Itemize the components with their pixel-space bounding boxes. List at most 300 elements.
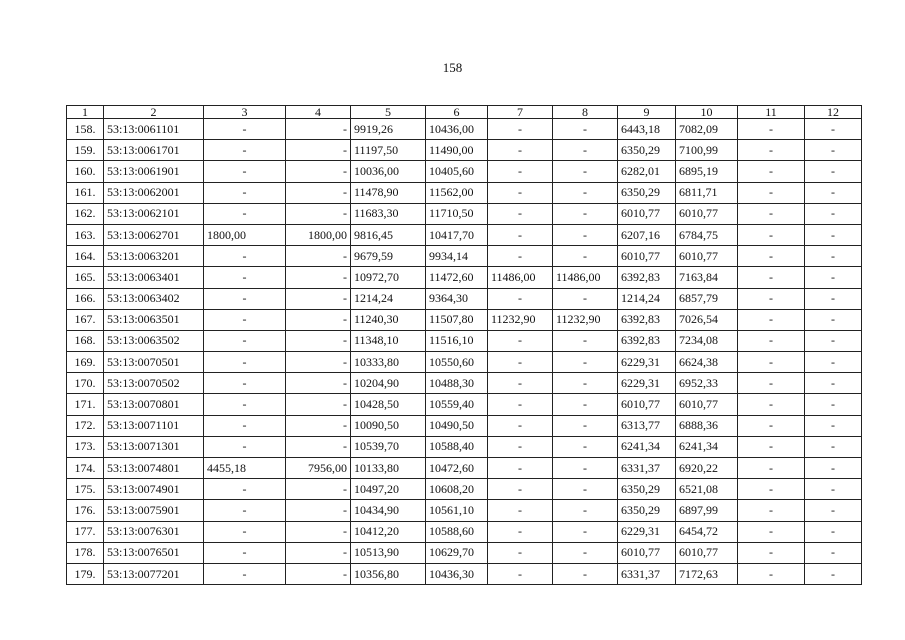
value-cell: - [553, 458, 618, 479]
value-cell: 10333,80 [351, 352, 426, 373]
value-cell: 7172,63 [676, 563, 738, 584]
value-cell: 1214,24 [351, 288, 426, 309]
value-cell: 6229,31 [618, 352, 676, 373]
value-cell: - [553, 224, 618, 245]
cadastral-number-cell: 53:13:0070502 [104, 373, 204, 394]
cadastral-number-cell: 53:13:0063502 [104, 330, 204, 351]
value-cell: - [738, 436, 805, 457]
row-number-cell: 176. [67, 500, 104, 521]
value-cell: 7082,09 [676, 119, 738, 140]
value-cell: 6624,38 [676, 352, 738, 373]
value-cell: - [805, 246, 862, 267]
value-cell: - [286, 563, 351, 584]
value-cell: 10090,50 [351, 415, 426, 436]
row-number-cell: 177. [67, 521, 104, 542]
value-cell: - [805, 479, 862, 500]
table-row [67, 352, 862, 373]
cadastral-number-cell: 53:13:0063201 [104, 246, 204, 267]
value-cell: 9364,30 [426, 288, 488, 309]
value-cell: 11472,60 [426, 267, 488, 288]
value-cell: 1800,00 [286, 224, 351, 245]
value-cell: 11507,80 [426, 309, 488, 330]
value-cell: - [286, 267, 351, 288]
value-cell: 6350,29 [618, 500, 676, 521]
value-cell: - [488, 288, 553, 309]
value-cell: - [553, 246, 618, 267]
value-cell: - [738, 521, 805, 542]
value-cell: 9679,59 [351, 246, 426, 267]
cadastral-number-cell: 53:13:0062101 [104, 203, 204, 224]
value-cell: 6350,29 [618, 479, 676, 500]
row-number-cell: 169. [67, 352, 104, 373]
value-cell: - [286, 182, 351, 203]
value-cell: 11232,90 [553, 309, 618, 330]
value-cell: - [805, 436, 862, 457]
table-row [67, 203, 862, 224]
cadastral-number-cell: 53:13:0077201 [104, 563, 204, 584]
value-cell: 10588,60 [426, 521, 488, 542]
value-cell: - [805, 182, 862, 203]
value-cell: - [805, 458, 862, 479]
value-cell: - [286, 203, 351, 224]
value-cell: 11478,90 [351, 182, 426, 203]
value-cell: - [553, 436, 618, 457]
value-cell: - [488, 161, 553, 182]
value-cell: - [805, 373, 862, 394]
value-cell: - [553, 119, 618, 140]
value-cell: - [204, 119, 286, 140]
value-cell: - [204, 161, 286, 182]
value-cell: - [553, 563, 618, 584]
value-cell: 11516,10 [426, 330, 488, 351]
value-cell: 6331,37 [618, 458, 676, 479]
value-cell: 10405,60 [426, 161, 488, 182]
value-cell: - [553, 352, 618, 373]
value-cell: - [805, 542, 862, 563]
value-cell: - [738, 500, 805, 521]
value-cell: 11562,00 [426, 182, 488, 203]
value-cell: 6010,77 [676, 203, 738, 224]
cadastral-number-cell: 53:13:0074901 [104, 479, 204, 500]
value-cell: 6010,77 [618, 542, 676, 563]
value-cell: 6010,77 [618, 246, 676, 267]
value-cell: 10436,00 [426, 119, 488, 140]
value-cell: - [738, 330, 805, 351]
value-cell: - [553, 479, 618, 500]
value-cell: 6010,77 [676, 542, 738, 563]
table-row [67, 458, 862, 479]
row-number-cell: 174. [67, 458, 104, 479]
value-cell: - [738, 415, 805, 436]
value-cell: 7234,08 [676, 330, 738, 351]
cadastral-number-cell: 53:13:0062001 [104, 182, 204, 203]
column-header-7: 7 [488, 106, 553, 119]
value-cell: 9934,14 [426, 246, 488, 267]
value-cell: 7100,99 [676, 140, 738, 161]
value-cell: 6241,34 [676, 436, 738, 457]
column-header-3: 3 [204, 106, 286, 119]
table-row [67, 394, 862, 415]
value-cell: - [738, 373, 805, 394]
header-row [67, 106, 862, 119]
value-cell: - [204, 140, 286, 161]
value-cell: - [805, 352, 862, 373]
value-cell: 10497,20 [351, 479, 426, 500]
row-number-cell: 179. [67, 563, 104, 584]
cadastral-number-cell: 53:13:0076301 [104, 521, 204, 542]
value-cell: - [286, 373, 351, 394]
value-cell: 6920,22 [676, 458, 738, 479]
value-cell: - [738, 140, 805, 161]
row-number-cell: 175. [67, 479, 104, 500]
value-cell: 11486,00 [488, 267, 553, 288]
value-cell: - [805, 330, 862, 351]
value-cell: - [553, 182, 618, 203]
value-cell: 6331,37 [618, 563, 676, 584]
value-cell: 10629,70 [426, 542, 488, 563]
value-cell: 9919,26 [351, 119, 426, 140]
value-cell: - [738, 267, 805, 288]
value-cell: 10204,90 [351, 373, 426, 394]
column-header-12: 12 [805, 106, 862, 119]
value-cell: 10550,60 [426, 352, 488, 373]
value-cell: - [805, 521, 862, 542]
value-cell: 6392,83 [618, 330, 676, 351]
value-cell: 10428,50 [351, 394, 426, 415]
value-cell: - [488, 203, 553, 224]
column-header-8: 8 [553, 106, 618, 119]
column-header-11: 11 [738, 106, 805, 119]
value-cell: - [204, 542, 286, 563]
value-cell: - [553, 140, 618, 161]
value-cell: 10561,10 [426, 500, 488, 521]
value-cell: - [488, 458, 553, 479]
value-cell: - [286, 542, 351, 563]
value-cell: 6784,75 [676, 224, 738, 245]
cadastral-number-cell: 53:13:0076501 [104, 542, 204, 563]
value-cell: - [553, 161, 618, 182]
value-cell: - [286, 352, 351, 373]
value-cell: 10513,90 [351, 542, 426, 563]
row-number-cell: 161. [67, 182, 104, 203]
column-header-5: 5 [351, 106, 426, 119]
cadastral-number-cell: 53:13:0062701 [104, 224, 204, 245]
value-cell: - [488, 500, 553, 521]
value-cell: - [738, 309, 805, 330]
value-cell: - [805, 309, 862, 330]
value-cell: 11683,30 [351, 203, 426, 224]
value-cell: - [805, 267, 862, 288]
value-cell: 9816,45 [351, 224, 426, 245]
row-number-cell: 166. [67, 288, 104, 309]
value-cell: - [204, 479, 286, 500]
cadastral-number-cell: 53:13:0061701 [104, 140, 204, 161]
value-cell: 6282,01 [618, 161, 676, 182]
value-cell: 11490,00 [426, 140, 488, 161]
value-cell: 6888,36 [676, 415, 738, 436]
value-cell: - [204, 521, 286, 542]
value-cell: 7163,84 [676, 267, 738, 288]
value-cell: - [204, 309, 286, 330]
row-number-cell: 160. [67, 161, 104, 182]
value-cell: - [738, 203, 805, 224]
column-header-10: 10 [676, 106, 738, 119]
cadastral-number-cell: 53:13:0063402 [104, 288, 204, 309]
value-cell: - [204, 288, 286, 309]
value-cell: - [286, 161, 351, 182]
value-cell: - [204, 267, 286, 288]
value-cell: - [204, 203, 286, 224]
value-cell: - [286, 119, 351, 140]
page-number: 158 [442, 60, 463, 75]
value-cell: 10412,20 [351, 521, 426, 542]
value-cell: 6010,77 [676, 246, 738, 267]
value-cell: 1800,00 [204, 224, 286, 245]
value-cell: - [488, 373, 553, 394]
value-cell: - [488, 182, 553, 203]
value-cell: - [488, 563, 553, 584]
value-cell: 10972,70 [351, 267, 426, 288]
value-cell: 6010,77 [618, 203, 676, 224]
table-row [67, 246, 862, 267]
value-cell: - [553, 542, 618, 563]
value-cell: 6897,99 [676, 500, 738, 521]
value-cell: - [488, 542, 553, 563]
value-cell: 6857,79 [676, 288, 738, 309]
value-cell: - [286, 140, 351, 161]
value-cell: 10436,30 [426, 563, 488, 584]
table-row [67, 500, 862, 521]
value-cell: 6521,08 [676, 479, 738, 500]
value-cell: - [488, 352, 553, 373]
value-cell: - [286, 309, 351, 330]
value-cell: - [553, 415, 618, 436]
value-cell: - [805, 119, 862, 140]
table-row [67, 309, 862, 330]
value-cell: 6392,83 [618, 309, 676, 330]
value-cell: - [738, 394, 805, 415]
value-cell: - [553, 394, 618, 415]
row-number-cell: 159. [67, 140, 104, 161]
value-cell: - [286, 288, 351, 309]
value-cell: 6443,18 [618, 119, 676, 140]
value-cell: - [286, 436, 351, 457]
value-cell: 6229,31 [618, 373, 676, 394]
value-cell: - [488, 415, 553, 436]
value-cell: - [204, 500, 286, 521]
column-header-4: 4 [286, 106, 351, 119]
column-header-6: 6 [426, 106, 488, 119]
cadastral-number-cell: 53:13:0061101 [104, 119, 204, 140]
value-cell: - [286, 394, 351, 415]
value-cell: 11348,10 [351, 330, 426, 351]
row-number-cell: 172. [67, 415, 104, 436]
table-row [67, 161, 862, 182]
table-row [67, 479, 862, 500]
value-cell: - [204, 373, 286, 394]
value-cell: 10608,20 [426, 479, 488, 500]
value-cell: - [738, 246, 805, 267]
value-cell: - [204, 563, 286, 584]
cadastral-number-cell: 53:13:0074801 [104, 458, 204, 479]
value-cell: 6952,33 [676, 373, 738, 394]
value-cell: 4455,18 [204, 458, 286, 479]
value-cell: - [553, 373, 618, 394]
table-row [67, 119, 862, 140]
cadastral-number-cell: 53:13:0061901 [104, 161, 204, 182]
value-cell: 10133,80 [351, 458, 426, 479]
value-cell: - [488, 140, 553, 161]
table-row [67, 521, 862, 542]
row-number-cell: 170. [67, 373, 104, 394]
value-cell: - [286, 521, 351, 542]
value-cell: 10472,60 [426, 458, 488, 479]
row-number-cell: 158. [67, 119, 104, 140]
table-row [67, 182, 862, 203]
table-row [67, 415, 862, 436]
row-number-cell: 178. [67, 542, 104, 563]
value-cell: 11197,50 [351, 140, 426, 161]
value-cell: - [488, 394, 553, 415]
row-number-cell: 162. [67, 203, 104, 224]
value-cell: 11710,50 [426, 203, 488, 224]
value-cell: 6350,29 [618, 182, 676, 203]
value-cell: - [738, 224, 805, 245]
value-cell: - [553, 500, 618, 521]
value-cell: - [738, 288, 805, 309]
cadastral-number-cell: 53:13:0071301 [104, 436, 204, 457]
value-cell: - [805, 203, 862, 224]
value-cell: - [488, 224, 553, 245]
column-header-9: 9 [618, 106, 676, 119]
value-cell: - [488, 521, 553, 542]
row-number-cell: 171. [67, 394, 104, 415]
value-cell: 11232,90 [488, 309, 553, 330]
table-row [67, 288, 862, 309]
value-cell: - [204, 394, 286, 415]
row-number-cell: 168. [67, 330, 104, 351]
value-cell: - [204, 330, 286, 351]
value-cell: - [553, 330, 618, 351]
table-row [67, 224, 862, 245]
row-number-cell: 165. [67, 267, 104, 288]
value-cell: - [488, 479, 553, 500]
table-row [67, 330, 862, 351]
value-cell: 10588,40 [426, 436, 488, 457]
value-cell: 7026,54 [676, 309, 738, 330]
value-cell: 11486,00 [553, 267, 618, 288]
column-header-2: 2 [104, 106, 204, 119]
value-cell: - [805, 224, 862, 245]
value-cell: - [553, 521, 618, 542]
table-row [67, 436, 862, 457]
value-cell: - [286, 415, 351, 436]
value-cell: 11240,30 [351, 309, 426, 330]
value-cell: 10417,70 [426, 224, 488, 245]
value-cell: - [805, 563, 862, 584]
value-cell: 10559,40 [426, 394, 488, 415]
value-cell: - [805, 500, 862, 521]
value-cell: - [204, 352, 286, 373]
value-cell: - [738, 458, 805, 479]
value-cell: 6010,77 [618, 394, 676, 415]
value-cell: 6895,19 [676, 161, 738, 182]
value-cell: - [204, 246, 286, 267]
value-cell: 6207,16 [618, 224, 676, 245]
value-cell: - [805, 140, 862, 161]
table-row [67, 140, 862, 161]
value-cell: 10356,80 [351, 563, 426, 584]
value-cell: 6010,77 [676, 394, 738, 415]
value-cell: - [738, 161, 805, 182]
cadastral-number-cell: 53:13:0070801 [104, 394, 204, 415]
value-cell: - [805, 288, 862, 309]
value-cell: - [805, 415, 862, 436]
value-cell: - [488, 330, 553, 351]
table-row [67, 267, 862, 288]
value-cell: - [738, 563, 805, 584]
row-number-cell: 167. [67, 309, 104, 330]
value-cell: - [286, 500, 351, 521]
value-cell: - [738, 542, 805, 563]
value-cell: - [488, 119, 553, 140]
cadastral-number-cell: 53:13:0070501 [104, 352, 204, 373]
value-cell: - [738, 182, 805, 203]
cadastral-number-cell: 53:13:0071101 [104, 415, 204, 436]
value-cell: 6392,83 [618, 267, 676, 288]
table-row [67, 373, 862, 394]
value-cell: 10539,70 [351, 436, 426, 457]
value-cell: - [738, 479, 805, 500]
row-number-cell: 164. [67, 246, 104, 267]
value-cell: - [488, 246, 553, 267]
value-cell: 10434,90 [351, 500, 426, 521]
cadastral-number-cell: 53:13:0075901 [104, 500, 204, 521]
value-cell: 10490,50 [426, 415, 488, 436]
data-table [66, 105, 862, 585]
value-cell: - [738, 119, 805, 140]
value-cell: 6454,72 [676, 521, 738, 542]
value-cell: 6229,31 [618, 521, 676, 542]
table-row [67, 563, 862, 584]
value-cell: - [738, 352, 805, 373]
table-row [67, 542, 862, 563]
row-number-cell: 173. [67, 436, 104, 457]
value-cell: 7956,00 [286, 458, 351, 479]
value-cell: - [553, 203, 618, 224]
cadastral-number-cell: 53:13:0063401 [104, 267, 204, 288]
value-cell: 10488,30 [426, 373, 488, 394]
value-cell: - [286, 330, 351, 351]
value-cell: - [805, 394, 862, 415]
row-number-cell: 163. [67, 224, 104, 245]
value-cell: - [553, 288, 618, 309]
value-cell: - [204, 415, 286, 436]
value-cell: 6313,77 [618, 415, 676, 436]
column-header-1: 1 [67, 106, 104, 119]
value-cell: - [286, 479, 351, 500]
cadastral-number-cell: 53:13:0063501 [104, 309, 204, 330]
value-cell: - [286, 246, 351, 267]
value-cell: - [805, 161, 862, 182]
value-cell: 6811,71 [676, 182, 738, 203]
value-cell: - [488, 436, 553, 457]
value-cell: 10036,00 [351, 161, 426, 182]
value-cell: - [204, 436, 286, 457]
value-cell: - [204, 182, 286, 203]
value-cell: 6350,29 [618, 140, 676, 161]
value-cell: 6241,34 [618, 436, 676, 457]
